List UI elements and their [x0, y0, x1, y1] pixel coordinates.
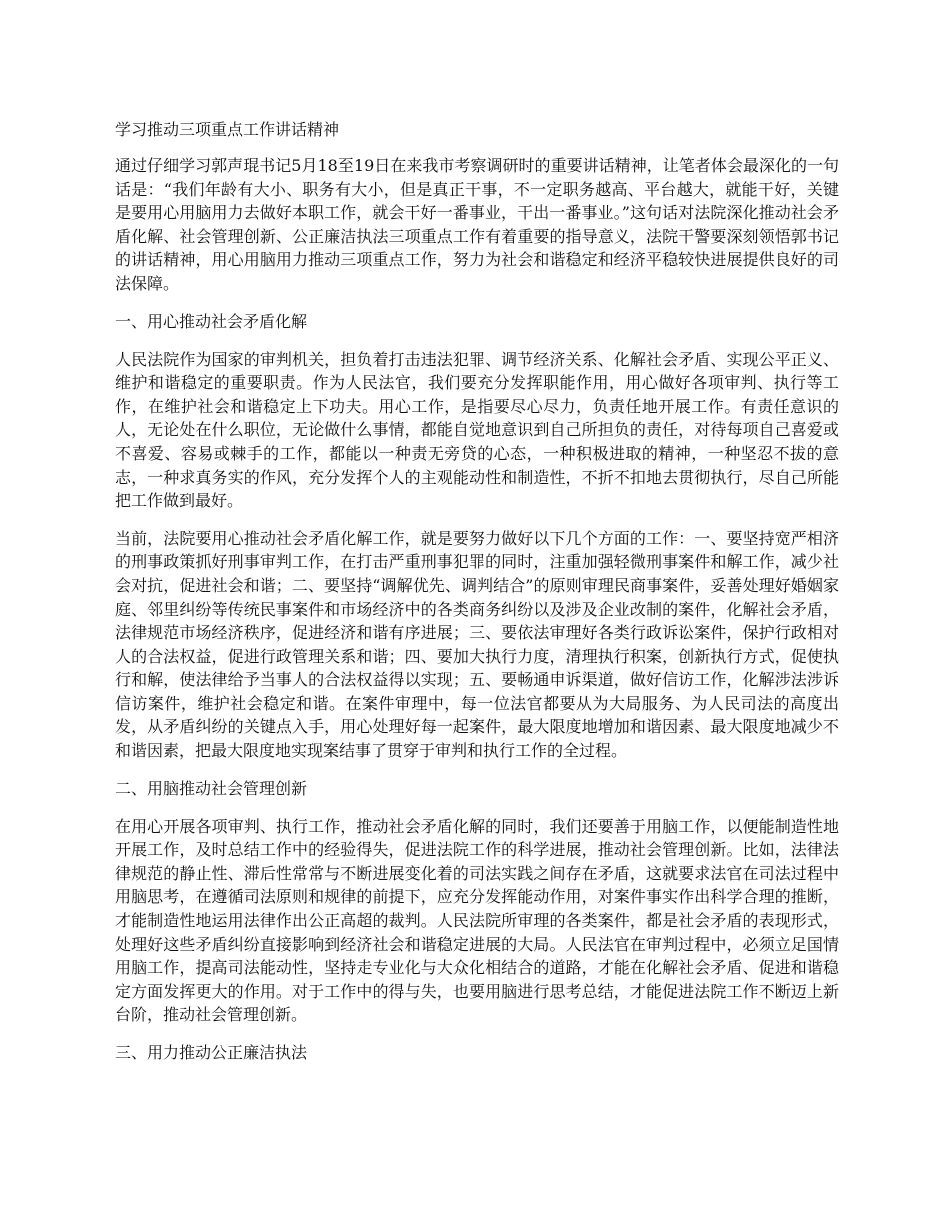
section-2-paragraph-1: 在用心开展各项审判、执行工作，推动社会矛盾化解的同时，我们还要善于用脑工作，以便能制造性地开展工作，及时总结工作中的经验得失，促进法院工作的科学进展，推动社会管理创新。比如，法律法律规范的静止性、滞后性常常与不断进展变化着的司法实践之间存在矛盾，这就要求法官在司法过程中用脑思考，在遵循司法原则和规律的前提下，应充分发挥能动作用，对案件事实作出科学合理的推断，才能制造性地运用法律作出公正高超的裁判。人民法院所审理的各类案件，都是社会矛盾的表现形式，处理好这些矛盾纠纷直接影响到经济社会和谐稳定进展的大局。人民法官在审判过程中，必须立足国情用脑工作，提高司法能动性，坚持走专业化与大众化相结合的道路，才能在化解社会矛盾、促进和谐稳定方面发挥更大的作用。对于工作中的得与失，也要用脑进行思考总结，才能促进法院工作不断迈上新台阶，推动社会管理创新。 — [115, 816, 839, 1025]
section-2-heading: 二、用脑推动社会管理创新 — [115, 778, 308, 798]
section-1-paragraph-2: 当前，法院要用心推动社会矛盾化解工作，就是要努力做好以下几个方面的工作：一、要坚持宽严相济的刑事政策抓好刑事审判工作，在打击严重刑事犯罪的同时，注重加强轻微刑事案件和解工作，减少社会对抗，促进社会和谐；二、要坚持“调解优先、调判结合”的原则审理民商事案件，妥善处理好婚姻家庭、邻里纠纷等传统民事案件和市场经济中的各类商务纠纷以及涉及企业改制的案件，化解社会矛盾，法律规范市场经济秩序，促进经济和谐有序进展；三、要依法审理好各类行政诉讼案件，保护行政相对人的合法权益，促进行政管理关系和谐；四、要加大执行力度，清理执行积案，创新执行方式，促使执行和解，使法律给予当事人的合法权益得以实现；五、要畅通申诉渠道，做好信访工作，化解涉法涉诉信访案件，维护社会稳定和谐。在案件审理中，每一位法官都要从为大局服务、为人民司法的高度出发，从矛盾纠纷的关键点入手，用心处理好每一起案件，最大限度地增加和谐因素、最大限度地减少不和谐因素，把最大限度地实现案结事了贯穿于审判和执行工作的全过程。 — [115, 528, 839, 761]
document-title: 学习推动三项重点工作讲话精神 — [115, 120, 340, 139]
intro-paragraph: 通过仔细学习郭声琨书记5月18至19日在来我市考察调研时的重要讲话精神，让笔者体会最深化的一句话是：“我们年龄有大小、职务有大小，但是真正干事，不一定职务越高、平台越大，就能干好，关键是要用心用脑用力去做好本职工作，就会干好一番事业，干出一番事业。”这句话对法院深化推动社会矛盾化解、社会管理创新、公正廉洁执法三项重点工作有着重要的指导意义，法院干警要深刻领悟郭书记的讲话精神，用心用脑用力推动三项重点工作，努力为社会和谐稳定和经济平稳较快进展提供良好的司法保障。 — [115, 156, 839, 293]
section-1-heading: 一、用心推动社会矛盾化解 — [115, 311, 308, 331]
section-1-paragraph-1: 人民法院作为国家的审判机关，担负着打击违法犯罪、调节经济关系、化解社会矛盾、实现公平正义、维护和谐稳定的重要职责。作为人民法官，我们要充分发挥职能作用，用心做好各项审判、执行等工作，在维护社会和谐稳定上下功夫。用心工作，是指要尽心尽力，负责任地开展工作。有责任意识的人，无论处在什么职位，无论做什么事情，都能自觉地意识到自己所担负的责任，对待每项自己喜爱或不喜爱、容易或棘手的工作，都能以一种责无旁贷的心态，一种积极进取的精神，一种坚忍不拔的意志，一种求真务实的作风，充分发挥个人的主观能动性和制造性，不折不扣地去贯彻执行，尽自己所能把工作做到最好。 — [115, 349, 839, 511]
document-page — [115, 118, 839, 1079]
section-3-heading: 三、用力推动公正廉洁执法 — [115, 1043, 308, 1062]
